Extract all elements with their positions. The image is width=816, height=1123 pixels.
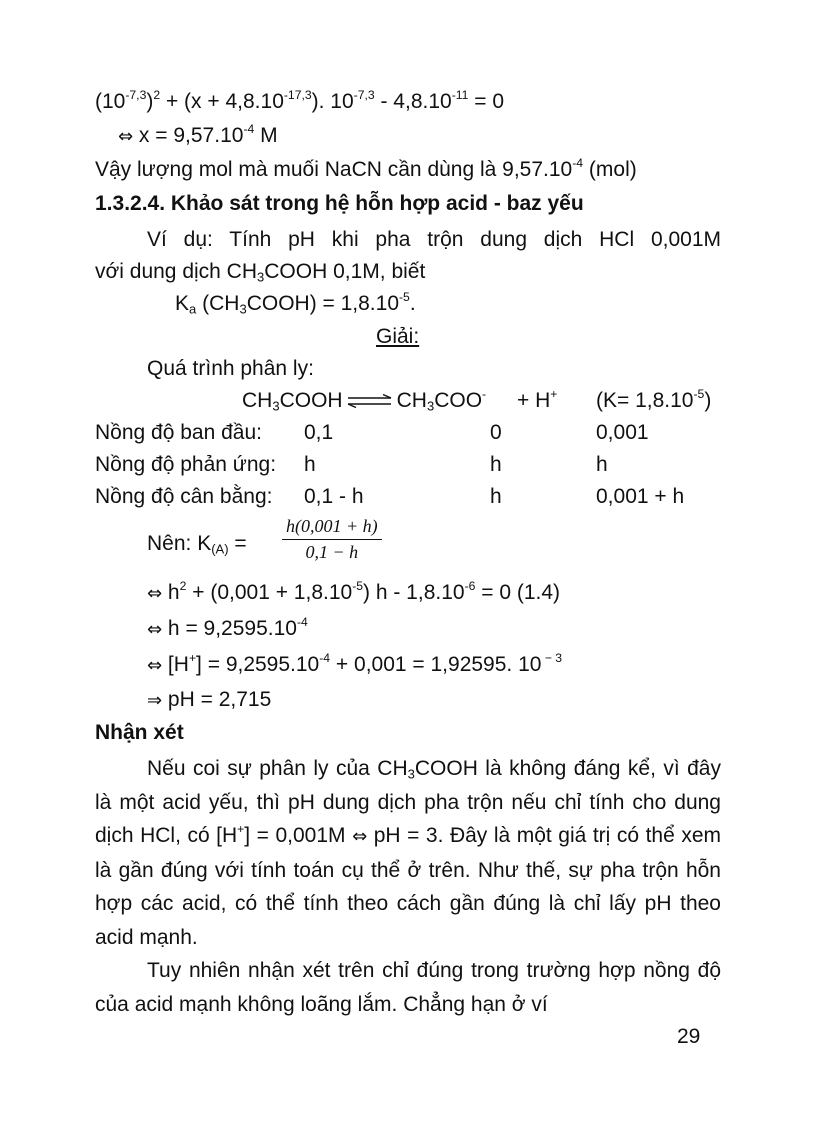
table-cell: h — [304, 453, 316, 476]
equivalence-icon: ⇔ — [352, 826, 368, 847]
table-cell: h — [490, 453, 502, 476]
equation-line: $(10^{-7,3})^2 + (x + 4,8.10^{-17,3})$. $10^{-7,3} - 4,8.10^{-11} = 0$ — [95, 88, 505, 113]
equation-line: ⇔ $x = 9,57.10^{-4}$ M — [118, 122, 278, 147]
equivalence-icon: ⇔ — [118, 126, 134, 147]
conclusion-line: Vậy lượng mol mà muối NaCN cần dùng là $9,57.10^{-4}$ (mol) — [95, 156, 637, 181]
ka-expression-label: Nên: $K_{(A)}$ = — [147, 532, 247, 557]
table-row-label: Nồng độ cân bằng: — [95, 485, 273, 508]
table-cell: 0,001 + h — [596, 485, 685, 508]
table-cell: 0,1 — [304, 421, 334, 444]
equilibrium-arrow-icon — [347, 394, 393, 408]
equivalence-icon: ⇔ — [147, 583, 163, 604]
fraction-denominator: 0,1 − h — [305, 542, 359, 562]
example-line-2: với dung dịch $CH_3COOH$ 0,1M, biết — [95, 260, 426, 285]
solution-label: Giải: — [376, 325, 420, 348]
implies-icon: ⇒ — [147, 690, 163, 711]
ka-given: $K_a$ $(CH_3COOH) = 1,8.10^{-5}$. — [175, 290, 416, 317]
remark-heading: Nhận xét — [95, 721, 184, 744]
example-line-1: Ví dụ: Tính pH khi pha trộn dung dịch HCl 0,001M — [147, 228, 721, 251]
table-cell: 0 — [490, 421, 502, 444]
section-heading: 1.3.2.4. Khảo sát trong hệ hỗn hợp acid - baz yếu — [95, 192, 584, 215]
fraction-numerator: h(0,001 + h) — [286, 516, 378, 536]
reaction-k: $(K= 1,8.10^{-5})$ — [596, 387, 712, 412]
step-line: ⇔ $h^2 + (0,001 + 1,8.10^{-5})$ $h - 1,8.10^{-6} = 0$ (1.4) — [147, 579, 561, 604]
fraction-bar — [282, 539, 382, 540]
page-number: 29 — [677, 1025, 701, 1048]
equivalence-icon: ⇔ — [147, 619, 163, 640]
ka-fraction — [282, 516, 382, 563]
reaction-line: $CH_3COOH$ $CH_3COO^-$ — [242, 387, 487, 414]
step-line: ⇔ $h = 9,2595.10^{-4}$ — [147, 615, 308, 640]
table-cell: h — [490, 485, 502, 508]
equivalence-icon: ⇔ — [147, 655, 163, 676]
table-cell: 0,001 — [596, 421, 649, 444]
table-row-label: Nồng độ ban đầu: — [95, 421, 262, 444]
remark-paragraph-2: Tuy nhiên nhận xét trên chỉ đúng trong trường hợp nồng độ của acid mạnh không loãng lắm. Chẳng hạn ở ví — [95, 959, 721, 1016]
table-row-label: Nồng độ phản ứng: — [95, 453, 277, 476]
step-line: ⇔ $[H^+] = 9,2595.10^{-4} + 0,001 = 1,92595$. 10 $^{- 3}$ — [147, 651, 563, 676]
table-cell: 0,1 - h — [304, 485, 364, 508]
process-label: Quá trình phân ly: — [147, 357, 314, 380]
table-cell: h — [596, 453, 608, 476]
step-line: ⇒ pH = 2,715 — [147, 688, 272, 711]
remark-paragraph: Nếu coi sự phân ly của $CH_3COOH$ là không đáng kể, vì đây là một acid yếu, thì pH dung dịch pha trộn nếu chỉ tính cho dung dịch HCl, có [H+] = 0,001M ⇔ pH = 3. Đây là một giá trị có thể xem là gần đúng với tính toán cụ thể ở trên. Như thế, sự pha trộn hỗn hợp các acid, có thể tính theo cách gần đúng là chỉ lấy pH theo acid mạnh. — [95, 757, 722, 949]
reaction-h-plus: + H+ — [517, 387, 558, 412]
